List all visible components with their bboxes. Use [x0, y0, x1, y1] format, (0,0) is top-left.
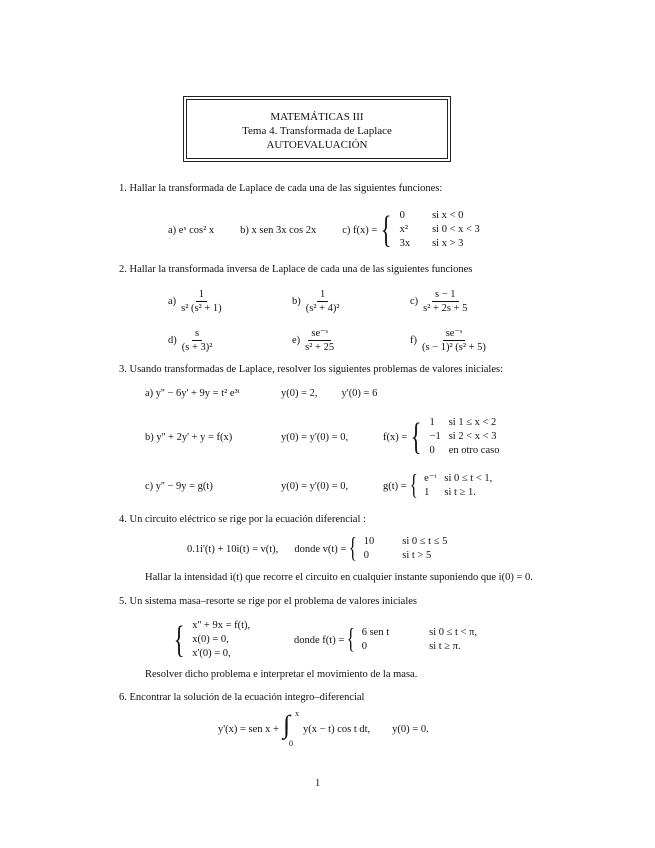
problem-1-row — [168, 207, 480, 253]
problem-1a: a) eˣ cos² x — [168, 224, 215, 236]
problem-6-statement: 6. Encontrar la solución de la ecuación integro–diferencial — [119, 692, 365, 703]
problem-1-statement: 1. Hallar la transformada de Laplace de cada una de las siguientes funciones: — [119, 183, 443, 194]
problem-3c-piecewise: g(t) = { e⁻ᵗ si 0 ≤ t < 1, 1 si t ≥ 1. — [383, 470, 493, 501]
problem-5-row — [170, 617, 477, 663]
problem-5-statement: 5. Un sistema masa–resorte se rige por el problema de valores iniciales — [119, 596, 417, 607]
topic-title: Tema 4. Transformada de Laplace — [242, 125, 392, 137]
problem-2b: b) $\frac{1}{\text{(s² + 4)²}}$ — [292, 289, 340, 314]
problem-3b-cond: y(0) = y'(0) = 0, — [281, 431, 349, 443]
problem-3b-piecewise: f(x) = { 1 si 1 ≤ x < 2 −1 si 2 < x < 3 0 en otro caso — [383, 416, 500, 458]
problem-4-question: Hallar la intensidad i(t) que recorre el circuito en cualquier instante suponiendo que i(0) = 0. — [145, 572, 533, 583]
problem-5-question: Resolver dicho problema e interpretar el movimiento de la masa. — [145, 669, 418, 680]
page-number: 1 — [315, 778, 321, 789]
integral-sign: ∫ — [282, 710, 291, 739]
title-box — [183, 96, 451, 162]
problem-3a-cond1: y(0) = 2, — [281, 388, 318, 399]
problem-5-piecewise: donde f(t) = { 6 sen t si 0 ≤ t < π, 0 si t ≥ π. — [294, 624, 478, 655]
problem-3c-cond: y(0) = y'(0) = 0, — [281, 480, 349, 492]
problem-2d: d) $\frac{s}{\text{(s + 3)²}}$ — [168, 328, 213, 353]
problem-4-equation: 0.1i'(t) + 10i(t) = v(t), — [187, 543, 279, 555]
course-title: MATEMÁTICAS III — [270, 111, 364, 123]
problem-1c: c) f(x) = { 0 si x < 0 x² si 0 < x < 3 3x si x > 3 — [342, 209, 480, 251]
problem-1b: b) x sen 3x cos 2x — [240, 224, 317, 236]
problem-2a: a) $\frac{1}{\text{s² (s² + 1)}}$ — [168, 289, 222, 314]
problem-5-system: { x'' + 9x = f(t), x(0) = 0, x'(0) = 0, — [173, 619, 251, 661]
problem-4-statement: 4. Un circuito eléctrico se rige por la ecuación diferencial : — [119, 514, 366, 525]
problem-2e: e) $\frac{\text{se⁻ˢ}}{\text{s² + 25}}$ — [292, 328, 335, 353]
problem-2-statement: 2. Hallar la transformada inversa de Laplace de cada una de las siguientes funciones — [119, 264, 473, 275]
problem-3-statement: 3. Usando transformadas de Laplace, resolver los siguientes problemas de valores iniciales: — [119, 364, 504, 375]
problem-4-row — [187, 533, 447, 565]
problem-3a-equation: a) y'' − 6y' + 9y = t² e³ᵗ — [145, 388, 240, 399]
problem-2c: c) $\frac{s - 1}{\text{s² + 2s + 5}}$ — [410, 289, 468, 314]
problem-6-equation: y'(x) = sen x + ∫ x 0 y(x − t) cos t dt, y(0) = 0. — [218, 709, 429, 748]
problem-3b-equation: b) y'' + 2y' + y = f(x) — [145, 431, 233, 443]
problem-3a-cond2: y'(0) = 6 — [341, 388, 378, 399]
problem-3b-row — [145, 414, 499, 460]
section-title: AUTOEVALUACIÓN — [266, 139, 368, 151]
problem-2f: f) $\frac{\text{se⁻ˢ}}{\text{(s − 1)² (s² + 5)}}$ — [410, 328, 486, 353]
problem-3a-row — [145, 388, 377, 399]
problem-3c-row — [145, 470, 492, 502]
problem-4-piecewise: donde v(t) = { 10 si 0 ≤ t ≤ 5 0 si t > 5 — [294, 533, 448, 564]
problem-3c-equation: c) y'' − 9y = g(t) — [145, 480, 213, 492]
